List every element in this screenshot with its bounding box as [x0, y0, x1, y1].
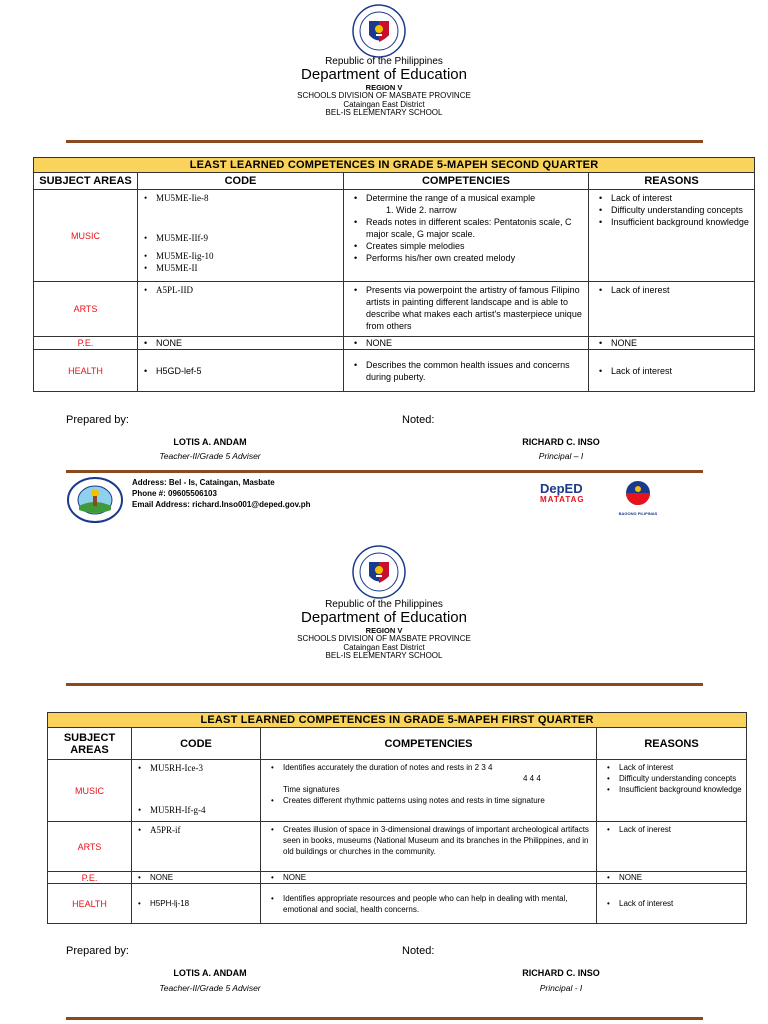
school-logo-icon [66, 476, 124, 524]
principal-name: RICHARD C. INSO [522, 968, 600, 978]
document-page-2 [0, 543, 768, 1024]
code-item: • MU5ME-Iig-10 [142, 250, 339, 262]
competences-table-first-quarter [47, 712, 747, 924]
address-line: Address: Bel - Is, Cataingan, Masbate [132, 478, 275, 487]
reason-item: • Lack of interest [601, 762, 742, 773]
division-line: SCHOOLS DIVISION OF MASBATE PROVINCE [297, 90, 471, 100]
table-row [34, 190, 755, 282]
header-divider [66, 140, 703, 143]
reason-item: • Lack of inerest [601, 824, 742, 835]
preparer-name: LOTIS A. ANDAM [173, 437, 247, 447]
code-item: • A5PL-IID [142, 284, 339, 296]
header-divider [66, 683, 703, 686]
table-title: LEAST LEARNED COMPETENCES IN GRADE 5-MAPEH FIRST QUARTER [48, 713, 747, 728]
competency-item: • Presents via powerpoint the artistry of famous Filipino artists in painting different landscape and is able to describe what makes each artist's masterpiece unique from others [348, 284, 584, 332]
subject-pe: P.E. [48, 872, 132, 884]
code-item: • MU5RH-Ice-3 [136, 762, 256, 774]
letterhead [0, 599, 768, 661]
reason-item: • Lack of interest [601, 898, 742, 909]
reason-item: • Lack of inerest [593, 284, 750, 296]
table-title: LEAST LEARNED COMPETENCES IN GRADE 5-MAPEH SECOND QUARTER [34, 158, 755, 173]
noted-label: Noted: [402, 414, 435, 426]
competency-item: • Determine the range of a musical example [348, 192, 584, 204]
col-header-reasons: REASONS [597, 728, 747, 760]
col-header-subject: SUBJECT AREAS [34, 173, 138, 190]
competency-item: • NONE [265, 872, 592, 883]
reason-list [593, 192, 750, 228]
reason-item: • Difficulty understanding concepts [593, 204, 750, 216]
district-line: Cataingan East District [343, 99, 425, 109]
bagong-pilipinas-logo [612, 480, 664, 516]
table-row [34, 350, 755, 392]
deped-wordmark: DepED [540, 481, 583, 496]
deped-matatag-logo [540, 482, 585, 505]
principal-position: Principal – I [538, 451, 584, 461]
principal-name: RICHARD C. INSO [522, 437, 600, 447]
region-line: REGION V [365, 82, 403, 92]
matatag-wordmark: MATATAG [540, 495, 585, 504]
code-item: • MU5ME-II [142, 262, 339, 274]
subject-arts: ARTS [34, 282, 138, 337]
subject-pe: P.E. [34, 337, 138, 350]
reason-item: • Lack of interest [593, 192, 750, 204]
subject-health: HEALTH [48, 884, 132, 924]
competency-subitem: Time signatures [283, 785, 340, 794]
table-row [34, 282, 755, 337]
region-line: REGION V [365, 625, 403, 635]
col-header-subject: SUBJECT AREAS [48, 728, 132, 760]
letterhead [0, 56, 768, 118]
code-item: • H5GD-lef-5 [142, 365, 339, 377]
col-header-code: CODE [132, 728, 261, 760]
competency-item: • Performs his/her own created melody [348, 252, 584, 264]
competency-item: • Identifies appropriate resources and people who can help in dealing with mental, emotional and social, health concerns. [265, 893, 592, 915]
deped-seal-icon [352, 545, 406, 599]
table-row [48, 822, 747, 872]
competency-item: • Identifies accurately the duration of notes and rests in 2 3 4 [265, 762, 592, 773]
footer-divider [66, 1017, 703, 1020]
school-line: BEL-IS ELEMENTARY SCHOOL [325, 108, 443, 118]
competency-subitem: 4 4 4 [523, 774, 541, 783]
subject-music: MUSIC [48, 760, 132, 822]
code-item: • NONE [136, 872, 256, 883]
reason-item: • Insufficient background knowledge [601, 784, 742, 795]
col-header-competencies: COMPETENCIES [261, 728, 597, 760]
deped-seal-icon [352, 4, 406, 58]
reason-item: • Lack of interest [593, 365, 750, 377]
col-header-reasons: REASONS [589, 173, 755, 190]
reason-item: • Insufficient background knowledge [593, 216, 750, 228]
reason-item: • Difficulty understanding concepts [601, 773, 742, 784]
noted-label: Noted: [402, 945, 435, 957]
col-header-competencies: COMPETENCIES [344, 173, 589, 190]
district-line: Cataingan East District [343, 642, 425, 652]
bagong-pilipinas-icon [612, 480, 664, 506]
code-item: • MU5ME-Iie-8 [142, 192, 339, 204]
principal-position: Principal - I [539, 983, 583, 993]
prepared-by-label: Prepared by: [66, 945, 129, 957]
competency-item: • Creates illusion of space in 3-dimensional drawings of important archeological artifacts seen in books, museums (National Museum and its branches in the Philippines, and in old buildings or churches in the community. [265, 824, 592, 857]
code-item: • A5PR-if [136, 824, 256, 836]
bagong-pilipinas-text: BAGONG PILIPINAS [618, 511, 658, 516]
preparer-position: Teacher-II/Grade 5 Adviser [159, 451, 261, 461]
subject-music: MUSIC [34, 190, 138, 282]
col-header-code: CODE [138, 173, 344, 190]
competency-subitem: 1. Wide 2. narrow [386, 205, 457, 215]
email-line: Email Address: richard.Inso001@deped.gov.ph [132, 500, 311, 509]
subject-arts: ARTS [48, 822, 132, 872]
reason-item: • NONE [601, 872, 742, 883]
department-line: Department of Education [301, 609, 467, 626]
reason-item: • NONE [593, 337, 750, 349]
code-item: • H5PH-lj-18 [136, 898, 256, 909]
department-line: Department of Education [301, 66, 467, 83]
code-item: • NONE [142, 337, 339, 349]
subject-health: HEALTH [34, 350, 138, 392]
competency-list [348, 192, 584, 204]
preparer-name: LOTIS A. ANDAM [173, 968, 247, 978]
school-contact [132, 477, 311, 510]
preparer-position: Teacher-II/Grade 5 Adviser [159, 983, 261, 993]
code-list [142, 192, 339, 274]
phone-line: Phone #: 09605506103 [132, 489, 217, 498]
competency-item: • Creates different rhythmic patterns using notes and rests in time signature [265, 795, 592, 806]
republic-line: Republic of the Philippines [325, 56, 443, 67]
competency-item: • Describes the common health issues and concerns during puberty. [348, 359, 584, 383]
table-row [34, 337, 755, 350]
code-item: • MU5RH-If-g-4 [136, 804, 256, 816]
table-row [48, 884, 747, 924]
competency-item: • NONE [348, 337, 584, 349]
table-row [48, 760, 747, 822]
table-row [48, 872, 747, 884]
prepared-by-label: Prepared by: [66, 414, 129, 426]
competency-item: • Reads notes in different scales: Pentatonis scale, C major scale, G major scale. [348, 216, 584, 240]
competency-item: • Creates simple melodies [348, 240, 584, 252]
footer-divider [66, 470, 703, 473]
division-line: SCHOOLS DIVISION OF MASBATE PROVINCE [297, 633, 471, 643]
school-line: BEL-IS ELEMENTARY SCHOOL [325, 651, 443, 661]
code-item: • MU5ME-IIf-9 [142, 232, 339, 244]
competences-table-second-quarter [33, 157, 755, 392]
republic-line: Republic of the Philippines [325, 599, 443, 610]
